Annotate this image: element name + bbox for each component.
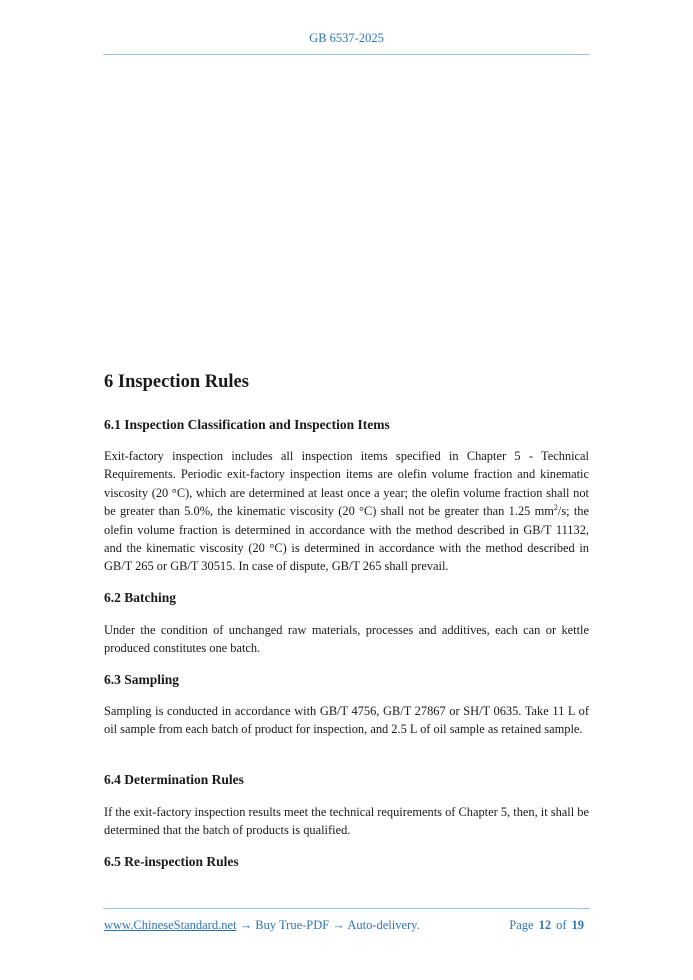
paragraph: Sampling is conducted in accordance with GB/T 4756, GB/T 27867 or SH/T 0635. Take 11 L of oil sample from each batch of product for inspection, and 2.5 L of oil sample as retained sample. — [104, 704, 589, 737]
subsection-title: 6.1 Inspection Classification and Inspection Items — [104, 417, 390, 432]
website-link[interactable]: www.ChineseStandard.net — [104, 918, 237, 932]
arrow-icon: → — [239, 918, 253, 932]
auto-delivery-text: Auto-delivery. — [347, 918, 420, 932]
document-id-header: GB 6537-2025 — [309, 31, 384, 45]
header-divider — [103, 54, 590, 55]
footer-divider — [103, 908, 590, 909]
subsection-title: 6.5 Re-inspection Rules — [104, 854, 239, 869]
paragraph: If the exit-factory inspection results meet the technical requirements of Chapter 5, then, it shall be determined that the batch of products is qualified. — [104, 805, 589, 838]
arrow-icon: → — [332, 918, 345, 932]
subsection-title: 6.4 Determination Rules — [104, 772, 244, 787]
buy-text: Buy True-PDF — [255, 918, 330, 932]
section-title: 6 Inspection Rules — [104, 372, 249, 392]
paragraph: Under the condition of unchanged raw materials, processes and additives, each can or kettle produced constitutes one batch. — [104, 623, 589, 656]
subsection-title: 6.2 Batching — [104, 590, 177, 605]
subsection-title: 6.3 Sampling — [104, 672, 180, 687]
page-indicator: Page 12 of 19 — [509, 918, 584, 932]
footer — [104, 918, 589, 933]
paragraph: Exit-factory inspection includes all inspection items specified in Chapter 5 - Technical Requirements. Periodic exit-factory inspection items are olefin volume fraction and kinematic viscosity (20 °C), which are determined at least once a year; the olefin volume fraction shall not be greater than 5.0%, the kinematic viscosity (20 °C) shall not be greater than 1.25 $mm^2/s$; the olefin volume fraction is determined in accordance with the method described in GB/T 11132, and the kinematic viscosity (20 °C) is determined in accordance with the method described in GB/T 265 or GB/T 30515. In case of dispute, GB/T 265 shall prevail. — [104, 449, 589, 574]
